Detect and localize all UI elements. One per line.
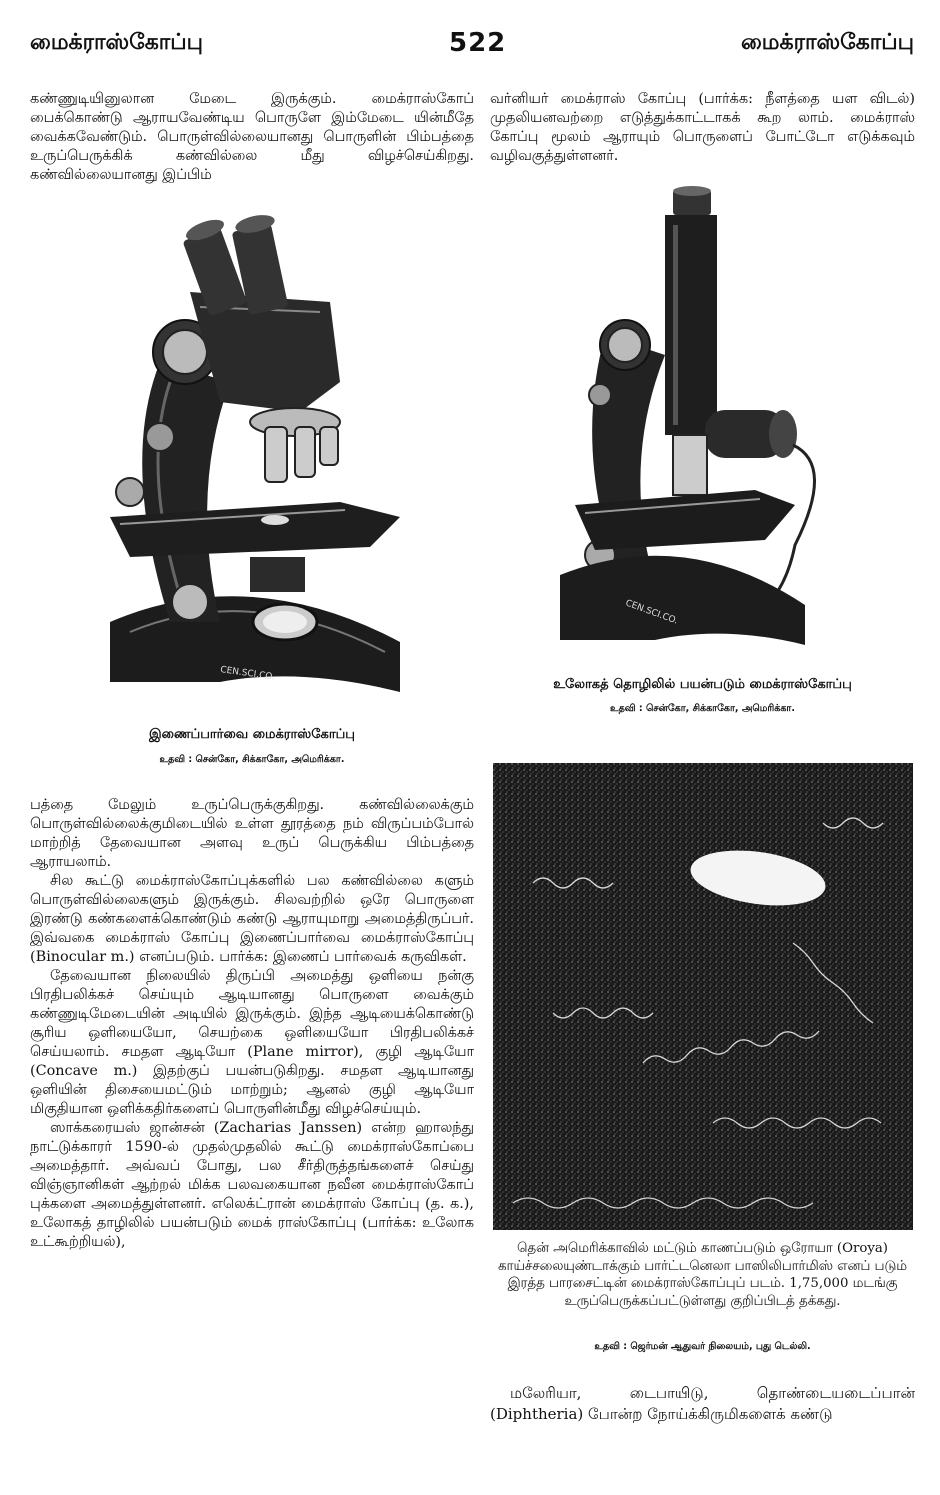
running-head-left: மைக்ராஸ்கோப்பு — [30, 30, 204, 55]
left-paragraph: சில கூட்டு மைக்ராஸ்கோப்புக்களில் பல கண்வில்லை களும் பொருள்வில்லைகளும் இருக்கும். சிலவற்றில் ஒரே பொருளை இரண்டு கண்களைக்கொண்டும் கண்டு ஆராயுமாறு அமைத்திருப்பர். இவ்வகை மைக்ராஸ் கோப்பு இணைப்பார்வை மைக்ராஸ்கோப்பு (Binocular m.) எனப்படும். பார்க்க: இணைப் பார்வைக் கருவிகள். — [30, 873, 474, 965]
metallurgical-base-label: CEN.SCI.CO. — [623, 598, 680, 627]
left-lower-text — [30, 796, 474, 1252]
micrograph-photo — [493, 763, 913, 1230]
page-number: 522 — [449, 28, 507, 58]
right-top-paragraph: வர்னியர் மைக்ராஸ் கோப்பு (பார்க்க: நீளத்தை யள விடல்) முதலியனவற்றை எடுத்துக்காட்டாகக் கூற லாம். மைக்ராஸ் கோப்பு மூலம் ஆராயும் பொருளைப் போட்டோ எடுக்கவும் வழிவகுத்துள்ளனர். — [490, 91, 915, 164]
metallurgical-microscope-illustration — [555, 185, 825, 655]
binocular-microscope-figure — [100, 212, 420, 702]
left-paragraph: பத்தை மேலும் உருப்பெருக்குகிறது. கண்வில்லைக்கும் பொருள்வில்லைக்குமிடையில் உள்ள தூரத்தை நம் விருப்பம்போல் மாற்றித் தேவையான அளவு உருப் பெருக்கிய பிம்பத்தை ஆராயலாம். — [30, 797, 474, 870]
binocular-base-label: CEN.SCI.CO. — [219, 665, 276, 683]
binocular-microscope-illustration — [100, 212, 420, 702]
micrograph-image — [493, 763, 913, 1230]
left-paragraph: ஸாக்கரையஸ் ஜான்சன் (Zacharias Janssen) என்ற ஹாலந்து நாட்டுக்காரர் 1590-ல் முதல்முதலில் கூட்டு மைக்ராஸ்கோப்பை அமைத்தார். அவ்வப் போது, பல சீர்திருத்தங்களைச் செய்து விஞ்ஞானிகள் ஆற்றல் மிக்க பலவகையான நவீன மைக்ராஸ்கோப் புக்களை அமைத்துள்ளனர். எலெக்ட்ரான் மைக்ராஸ் கோப்பு (த. க.), உலோகத் தாழிலில் பயன்படும் மைக் ராஸ்கோப்பு (பார்க்க: உலோக உட்கூற்றியல்), — [30, 1120, 474, 1250]
running-head-right: மைக்ராஸ்கோப்பு — [740, 30, 914, 55]
left-top-paragraph: கண்ணுடியினுலான மேடை இருக்கும். மைக்ராஸ்கோப் பைக்கொண்டு ஆராயவேண்டிய பொருளே இம்மேடை யின்மீதே வைக்கவேண்டும். பொருள்வில்லையானது பொருளின் பிம்பத்தை உருப்பெருக்கிக் கண்வில்லை மீது விழச்செய்கிறது. கண்வில்லையானது இப்பிம் — [30, 91, 474, 183]
metallurgical-caption: உலோகத் தொழிலில் பயன்படும் மைக்ராஸ்கோப்பு — [553, 677, 852, 692]
binocular-caption: இணைப்பார்வை மைக்ராஸ்கோப்பு — [149, 727, 355, 742]
left-paragraph: தேவையான நிலையில் திருப்பி அமைத்து ஒளியை நன்கு பிரதிபலிக்கச் செய்யும் ஆடியானது பொருளை வைக்கும் கண்ணுடிமேடையின் அடியில் இருக்கும். இந்த ஆடியைக்கொண்டு சூரிய ஒளியையோ, செயற்கை ஒளியையோ பிரதிபலிக்கச் செய்யலாம். சமதள ஆடியோ (Plane mirror), குழி ஆடியோ (Concave m.) இதற்குப் பயன்படுகிறது. சமதள ஆடியானது ஒளியின் திசையைமட்டும் மாற்றும்; ஆனல் குழி ஆடியோ மிகுதியான ஒளிக்கதிர்களைப் பொருளின்மீது விழச்செய்யும். — [30, 968, 474, 1117]
binocular-credit: உதவி : சென்கோ, சிக்காகோ, அமெரிக்கா. — [159, 754, 345, 765]
metallurgical-microscope-figure — [555, 185, 825, 655]
micrograph-caption: தென் அமெரிக்காவில் மட்டும் காணப்படும் ஒரோயா (Oroya) காய்ச்சலையுண்டாக்கும் பார்ட்டனெலா பாஸிலிபார்மிஸ் எனப் படும் இரத்த பாரசைட்டின் மைக்ராஸ்கோப்புப் படம். 1,75,000 மடங்கு உருப்பெருக்கப்பட்டுள்ளது குறிப்பிடத் தக்கது. — [498, 1241, 907, 1309]
micrograph-credit: உதவி : ஜெர்மன் ஆதுவர் நிலையம், புது டெல்லி. — [594, 1341, 811, 1352]
metallurgical-credit: உதவி : சென்கோ, சிக்காகோ, அமெரிக்கா. — [609, 703, 795, 714]
right-bottom-paragraph: மலேரியா, டைபாயிடு, தொண்டையடைப்பான் (Diphtheria) போன்ற நோய்க்கிருமிகளைக் கண்டு — [490, 1384, 915, 1423]
